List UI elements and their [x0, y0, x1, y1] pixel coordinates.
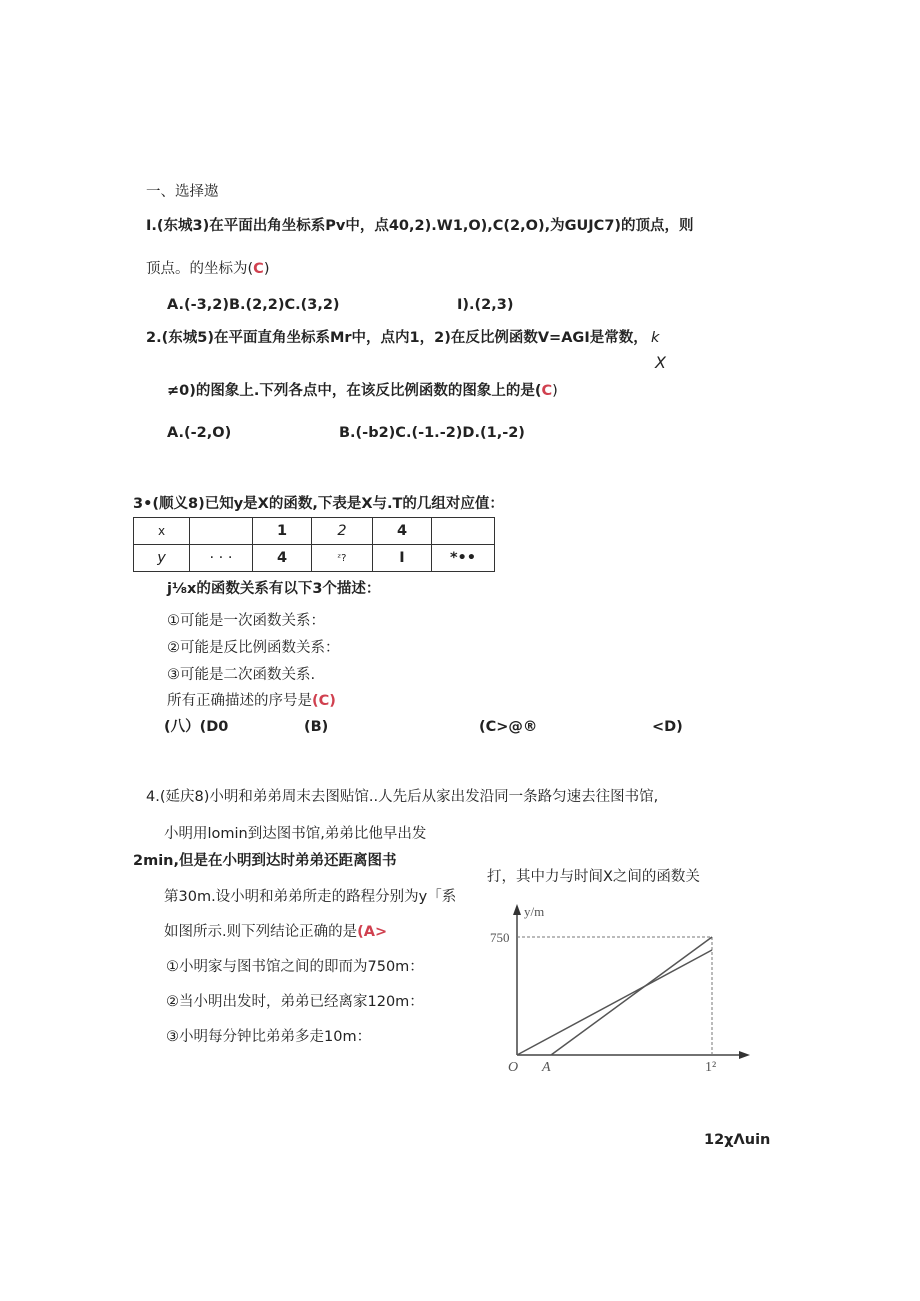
q4-item-2: ②当小明出发时，弟弟已经离家120m： [166, 994, 424, 1010]
x-tick-12: 1² [705, 1060, 717, 1075]
q3-line1: 3•(顺义8)已知y是X的函数,下表是X与.T的几组对应值： [133, 496, 504, 512]
q4-line1: 4.(延庆8)小明和弟弟周末去图贴馆..人先后从家出发沿同一条路匀速去往图书馆, [146, 789, 659, 805]
section-title: 一、选择遨 [146, 184, 219, 200]
x-axis-arrow-icon [739, 1051, 750, 1059]
table-cell: · · · [190, 545, 253, 572]
q1-line2: 顶点。的坐标为(C) [146, 261, 270, 277]
line-brother [517, 950, 712, 1055]
q4-item-1: ①小明家与图书馆之间的即而为750m： [166, 959, 424, 975]
q3-item-1: ①可能是一次函数关系： [167, 613, 325, 629]
q1-option-d: I).(2,3) [457, 297, 514, 313]
q3-option-b: (B) [304, 719, 329, 735]
q2-line2: ≠0)的图象上.下列各点中，在该反比例函数的图象上的是(C) [167, 383, 558, 399]
q2-option-a: A.(-2,O) [167, 425, 232, 441]
q3-item-3: ③可能是二次函数关系. [167, 667, 316, 683]
q2-line1: 2.(东城5)在平面直角坐标系Mr中，点内1，2)在反比例函数V=AGI是常数， [146, 330, 648, 346]
q2-options-bcd: B.(-b2)C.(-1.-2)D.(1,-2) [339, 425, 525, 441]
table-cell: y [134, 545, 190, 572]
q3-item-2: ②可能是反比例函数关系： [167, 640, 340, 656]
q4-item-3: ③小明每分钟比弟弟多走10m： [166, 1029, 372, 1045]
q2-x: X [655, 353, 666, 372]
q2-k: k [651, 330, 660, 346]
q3-option-a: (八）(D0 [164, 719, 229, 735]
q1-line1: I.(东城3)在平面出角坐标系Pv中，点40,2).W1,O),C(2,O),为GUJC7)的顶点，则 [146, 218, 694, 234]
line-xiaoming [551, 937, 712, 1055]
table-cell: ᶻ? [312, 545, 373, 572]
origin-label: O [508, 1060, 519, 1075]
q1-options-abc: A.(-3,2)B.(2,2)C.(3,2) [167, 297, 340, 313]
q4-line5: 如图所示.则下列结论正确的是(A> [164, 924, 388, 940]
table-cell: I [373, 545, 432, 572]
q4-line3: 2min,但是在小明到达时弟弟还距离图书 [133, 853, 397, 869]
q3-intro: j⅛x的函数关系有以下3个描述： [167, 581, 381, 597]
q4-right-text: 打，其中力与时间X之间的函数关 [487, 869, 700, 885]
q4-line4: 第30m.设小明和弟弟所走的路程分别为y「系 [164, 889, 457, 905]
point-a-label: A [542, 1060, 551, 1075]
q3-option-c: (C>@® [479, 719, 538, 735]
y-tick-750: 750 [490, 930, 510, 945]
q3-option-d: <D) [652, 719, 683, 735]
q4-footer: 12χΛuin [704, 1132, 771, 1148]
y-axis-arrow-icon [513, 904, 521, 915]
table-cell: 4 [253, 545, 312, 572]
table-cell: *•• [432, 545, 495, 572]
table-cell: x [134, 518, 190, 545]
q3-prompt: 所有正确描述的序号是(C) [167, 693, 336, 709]
q4-line2: 小明用lomin到达图书馆,弟弟比他早出发 [164, 826, 427, 842]
y-axis-label: y/m [524, 904, 545, 919]
table-cell: 2 [312, 518, 373, 545]
table-cell: 1 [253, 518, 312, 545]
table-cell: 4 [373, 518, 432, 545]
